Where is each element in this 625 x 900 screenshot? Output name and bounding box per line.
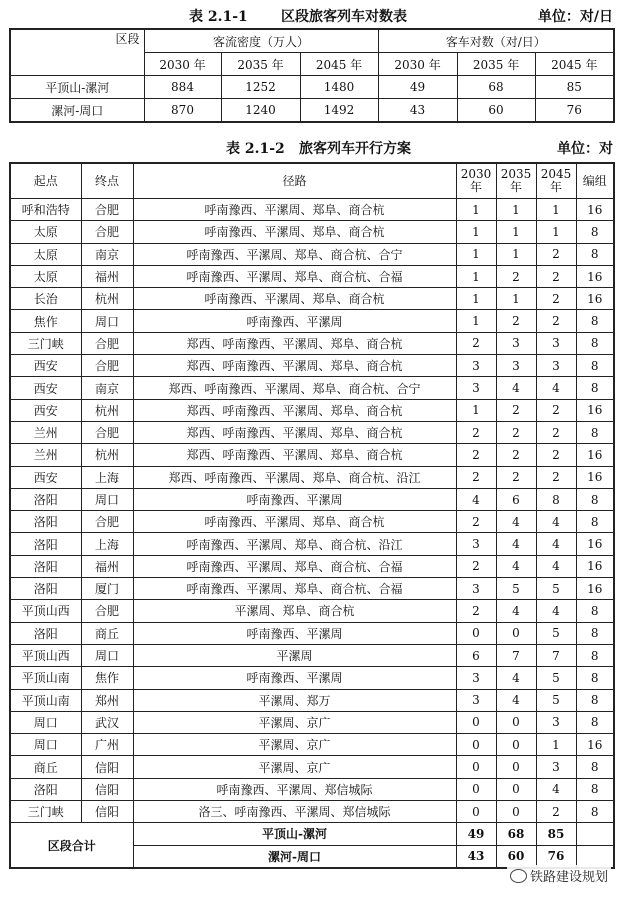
- formation-cell: 16: [576, 444, 614, 466]
- route-cell: 郑西、呼南豫西、平漯周、郑阜、商合杭、合宁: [133, 377, 456, 399]
- route-cell: 郑西、呼南豫西、平漯周、郑阜、商合杭、沿江: [133, 466, 456, 488]
- table-row: [10, 421, 614, 443]
- destination-cell: 焦作: [81, 667, 133, 689]
- table-row: [10, 488, 614, 510]
- table-row: [10, 221, 614, 243]
- value-2030-cell: 0: [456, 711, 496, 733]
- value-2030-cell: 0: [456, 756, 496, 778]
- year-header: 2035 年: [457, 53, 535, 76]
- value-cell: 1480: [300, 76, 378, 99]
- origin-cell: 周口: [10, 734, 81, 756]
- value-2030-cell: 1: [456, 265, 496, 287]
- value-2035-cell: 0: [496, 711, 536, 733]
- destination-cell: 商丘: [81, 622, 133, 644]
- value-cell: 1252: [221, 76, 300, 99]
- route-cell: 呼南豫西、平漯周、郑阜、商合杭、合福: [133, 578, 456, 600]
- value-2035-cell: 5: [496, 578, 536, 600]
- route-cell: 呼南豫西、平漯周、郑阜、商合杭: [133, 288, 456, 310]
- value-2045-cell: 3: [536, 332, 576, 354]
- value-2030-cell: 2: [456, 511, 496, 533]
- origin-cell: 兰州: [10, 421, 81, 443]
- table-row: [10, 355, 614, 377]
- formation-cell: 8: [576, 689, 614, 711]
- formation-cell: 8: [576, 243, 614, 265]
- year-header: 2030 年: [378, 53, 457, 76]
- destination-cell: 上海: [81, 466, 133, 488]
- table-row: [10, 466, 614, 488]
- formation-cell: 8: [576, 421, 614, 443]
- origin-cell: 长治: [10, 288, 81, 310]
- origin-cell: 洛阳: [10, 778, 81, 800]
- formation-cell: 8: [576, 332, 614, 354]
- year-2045-header: 2045 年: [536, 163, 576, 199]
- destination-cell: 福州: [81, 555, 133, 577]
- table1-title-row: [0, 6, 625, 28]
- value-2045-cell: 3: [536, 756, 576, 778]
- table-row: [10, 377, 614, 399]
- value-2035-cell: 4: [496, 555, 536, 577]
- formation-cell: 8: [576, 511, 614, 533]
- formation-cell: 16: [576, 265, 614, 287]
- formation-cell: 8: [576, 622, 614, 644]
- section-train-pairs-table: [9, 28, 615, 123]
- value-2030-cell: 3: [456, 533, 496, 555]
- value-2030-cell: 2: [456, 444, 496, 466]
- table2-title: 旅客列车开行方案: [299, 141, 411, 157]
- value-2045-cell: 8: [536, 488, 576, 510]
- total-value-cell: 76: [536, 845, 576, 868]
- value-2035-cell: 2: [496, 421, 536, 443]
- year-header: 2035 年: [221, 53, 300, 76]
- destination-cell: 福州: [81, 265, 133, 287]
- value-2035-cell: 2: [496, 466, 536, 488]
- value-2035-cell: 2: [496, 310, 536, 332]
- route-cell: 呼南豫西、平漯周: [133, 488, 456, 510]
- value-cell: 49: [378, 76, 457, 99]
- destination-cell: 广州: [81, 734, 133, 756]
- section-cell: 平顶山-漯河: [10, 76, 144, 99]
- value-2045-cell: 2: [536, 444, 576, 466]
- value-2030-cell: 2: [456, 600, 496, 622]
- value-2030-cell: 2: [456, 466, 496, 488]
- table-row: [10, 332, 614, 354]
- table-row: [10, 689, 614, 711]
- value-cell: 1492: [300, 99, 378, 123]
- formation-cell: 16: [576, 199, 614, 221]
- origin-cell: 洛阳: [10, 533, 81, 555]
- value-2045-cell: 7: [536, 644, 576, 666]
- section-cell: 漯河-周口: [10, 99, 144, 123]
- value-2045-cell: 2: [536, 243, 576, 265]
- origin-cell: 西安: [10, 466, 81, 488]
- watermark-text: 铁路建设规划: [529, 870, 608, 885]
- table2-unit: 单位：对: [557, 141, 613, 157]
- route-cell: 郑西、呼南豫西、平漯周、郑阜、商合杭: [133, 332, 456, 354]
- formation-cell: 8: [576, 756, 614, 778]
- table-row: [10, 76, 614, 99]
- origin-cell: 三门峡: [10, 332, 81, 354]
- train-operation-plan-table: [9, 162, 615, 869]
- value-2035-cell: 3: [496, 332, 536, 354]
- value-2035-cell: 1: [496, 243, 536, 265]
- origin-cell: 太原: [10, 243, 81, 265]
- value-2045-cell: 3: [536, 711, 576, 733]
- value-2030-cell: 2: [456, 421, 496, 443]
- destination-cell: 合肥: [81, 221, 133, 243]
- table-row: [10, 622, 614, 644]
- route-cell: 呼南豫西、平漯周、郑阜、商合杭: [133, 511, 456, 533]
- value-2030-cell: 0: [456, 801, 496, 823]
- value-2030-cell: 0: [456, 778, 496, 800]
- route-cell: 呼南豫西、平漯周: [133, 622, 456, 644]
- value-2035-cell: 4: [496, 667, 536, 689]
- table-row: [10, 99, 614, 123]
- value-2045-cell: 4: [536, 555, 576, 577]
- table2-title-row: [0, 138, 625, 160]
- destination-cell: 杭州: [81, 288, 133, 310]
- formation-cell: 8: [576, 778, 614, 800]
- formation-cell: 16: [576, 734, 614, 756]
- route-cell: 呼南豫西、平漯周、郑阜、商合杭、合福: [133, 265, 456, 287]
- table-row: [10, 265, 614, 287]
- formation-header: 编组: [576, 163, 614, 199]
- formation-cell: 8: [576, 377, 614, 399]
- origin-cell: 呼和浩特: [10, 199, 81, 221]
- route-cell: 呼南豫西、平漯周、郑阜、商合杭、合宁: [133, 243, 456, 265]
- formation-cell: 16: [576, 533, 614, 555]
- route-header: 径路: [133, 163, 456, 199]
- value-cell: 870: [144, 99, 221, 123]
- origin-cell: 太原: [10, 221, 81, 243]
- destination-cell: 厦门: [81, 578, 133, 600]
- value-2035-cell: 4: [496, 600, 536, 622]
- table-row: [10, 310, 614, 332]
- route-cell: 平漯周、京广: [133, 734, 456, 756]
- value-cell: 884: [144, 76, 221, 99]
- table-row: [10, 288, 614, 310]
- value-2030-cell: 3: [456, 667, 496, 689]
- value-2045-cell: 4: [536, 377, 576, 399]
- value-2045-cell: 4: [536, 511, 576, 533]
- origin-header: 起点: [10, 163, 81, 199]
- destination-cell: 合肥: [81, 600, 133, 622]
- year-2035-header: 2035 年: [496, 163, 536, 199]
- value-2030-cell: 1: [456, 288, 496, 310]
- origin-cell: 焦作: [10, 310, 81, 332]
- origin-cell: 洛阳: [10, 488, 81, 510]
- origin-cell: 周口: [10, 711, 81, 733]
- destination-cell: 合肥: [81, 421, 133, 443]
- value-2035-cell: 3: [496, 355, 536, 377]
- section-header: 区段: [10, 29, 144, 76]
- total-section-cell: 漯河-周口: [133, 845, 456, 868]
- route-cell: 呼南豫西、平漯周、郑阜、商合杭、沿江: [133, 533, 456, 555]
- total-row: [10, 823, 614, 845]
- value-2035-cell: 7: [496, 644, 536, 666]
- destination-cell: 上海: [81, 533, 133, 555]
- value-2045-cell: 5: [536, 667, 576, 689]
- origin-cell: 平顶山西: [10, 600, 81, 622]
- destination-cell: 郑州: [81, 689, 133, 711]
- table1-number: 表 2.1-1: [189, 9, 248, 25]
- table-row: [10, 578, 614, 600]
- destination-cell: 杭州: [81, 399, 133, 421]
- table1-unit: 单位：对/日: [537, 9, 613, 25]
- value-2045-cell: 2: [536, 421, 576, 443]
- value-2030-cell: 3: [456, 689, 496, 711]
- destination-cell: 合肥: [81, 511, 133, 533]
- year-header: 2030 年: [144, 53, 221, 76]
- value-2035-cell: 0: [496, 778, 536, 800]
- value-2030-cell: 2: [456, 332, 496, 354]
- table1-title: 区段旅客列车对数表: [281, 9, 407, 25]
- value-2035-cell: 4: [496, 533, 536, 555]
- year-2030-header: 2030 年: [456, 163, 496, 199]
- table-row: [10, 667, 614, 689]
- table-row: [10, 756, 614, 778]
- value-2045-cell: 2: [536, 265, 576, 287]
- route-cell: 郑西、呼南豫西、平漯周、郑阜、商合杭: [133, 355, 456, 377]
- route-cell: 呼南豫西、平漯周、郑阜、商合杭、合福: [133, 555, 456, 577]
- table-row: [10, 533, 614, 555]
- value-2035-cell: 0: [496, 801, 536, 823]
- table-row: [10, 243, 614, 265]
- year-header: 2045 年: [300, 53, 378, 76]
- table-row: [10, 778, 614, 800]
- value-2035-cell: 0: [496, 756, 536, 778]
- origin-cell: 洛阳: [10, 578, 81, 600]
- value-2045-cell: 4: [536, 778, 576, 800]
- formation-cell: 8: [576, 310, 614, 332]
- table-row: [10, 801, 614, 823]
- destination-cell: 南京: [81, 243, 133, 265]
- origin-cell: 平顶山南: [10, 667, 81, 689]
- value-2035-cell: 0: [496, 622, 536, 644]
- formation-cell: 8: [576, 488, 614, 510]
- formation-cell: 8: [576, 221, 614, 243]
- flow-density-header: 客流密度（万人）: [144, 29, 378, 53]
- value-2030-cell: 4: [456, 488, 496, 510]
- destination-cell: 南京: [81, 377, 133, 399]
- value-2035-cell: 2: [496, 399, 536, 421]
- origin-cell: 三门峡: [10, 801, 81, 823]
- total-value-cell: [576, 823, 614, 845]
- origin-cell: 洛阳: [10, 511, 81, 533]
- value-2045-cell: 1: [536, 199, 576, 221]
- route-cell: 呼南豫西、平漯周、郑阜、商合杭: [133, 221, 456, 243]
- value-2035-cell: 4: [496, 689, 536, 711]
- value-2035-cell: 1: [496, 288, 536, 310]
- formation-cell: 8: [576, 600, 614, 622]
- value-cell: 68: [457, 76, 535, 99]
- formation-cell: 16: [576, 288, 614, 310]
- total-section-cell: 平顶山-漯河: [133, 823, 456, 845]
- origin-cell: 西安: [10, 355, 81, 377]
- total-value-cell: 60: [496, 845, 536, 868]
- value-2045-cell: 2: [536, 399, 576, 421]
- origin-cell: 洛阳: [10, 555, 81, 577]
- value-2045-cell: 3: [536, 355, 576, 377]
- origin-cell: 洛阳: [10, 622, 81, 644]
- route-cell: 洛三、呼南豫西、平漯周、郑信城际: [133, 801, 456, 823]
- value-2045-cell: 2: [536, 288, 576, 310]
- table-row: [10, 600, 614, 622]
- origin-cell: 太原: [10, 265, 81, 287]
- destination-cell: 杭州: [81, 444, 133, 466]
- value-cell: 43: [378, 99, 457, 123]
- route-cell: 呼南豫西、平漯周、郑阜、商合杭: [133, 199, 456, 221]
- table-row: [10, 555, 614, 577]
- origin-cell: 平顶山西: [10, 644, 81, 666]
- header-row: [10, 163, 614, 199]
- destination-cell: 周口: [81, 488, 133, 510]
- destination-cell: 合肥: [81, 355, 133, 377]
- value-2035-cell: 0: [496, 734, 536, 756]
- origin-cell: 平顶山南: [10, 689, 81, 711]
- route-cell: 郑西、呼南豫西、平漯周、郑阜、商合杭: [133, 399, 456, 421]
- value-2045-cell: 1: [536, 221, 576, 243]
- destination-cell: 信阳: [81, 756, 133, 778]
- table-row: [10, 199, 614, 221]
- route-cell: 呼南豫西、平漯周: [133, 667, 456, 689]
- value-2045-cell: 5: [536, 622, 576, 644]
- value-2045-cell: 4: [536, 600, 576, 622]
- route-cell: 平漯周、郑万: [133, 689, 456, 711]
- formation-cell: 16: [576, 399, 614, 421]
- route-cell: 平漯周: [133, 644, 456, 666]
- total-label: 区段合计: [10, 823, 133, 868]
- value-2030-cell: 2: [456, 555, 496, 577]
- total-value-cell: 85: [536, 823, 576, 845]
- value-2035-cell: 2: [496, 265, 536, 287]
- value-2045-cell: 2: [536, 466, 576, 488]
- formation-cell: 16: [576, 555, 614, 577]
- route-cell: 郑西、呼南豫西、平漯周、郑阜、商合杭: [133, 421, 456, 443]
- value-cell: 76: [535, 99, 614, 123]
- destination-cell: 周口: [81, 310, 133, 332]
- value-2030-cell: 3: [456, 578, 496, 600]
- formation-cell: 8: [576, 801, 614, 823]
- value-2045-cell: 4: [536, 533, 576, 555]
- value-2035-cell: 6: [496, 488, 536, 510]
- table-row: [10, 444, 614, 466]
- watermark: [507, 865, 611, 886]
- value-2030-cell: 6: [456, 644, 496, 666]
- route-cell: 平漯周、京广: [133, 711, 456, 733]
- train-pairs-header: 客车对数（对/日）: [378, 29, 614, 53]
- value-2030-cell: 1: [456, 399, 496, 421]
- value-2030-cell: 3: [456, 355, 496, 377]
- origin-cell: 西安: [10, 399, 81, 421]
- value-2030-cell: 1: [456, 221, 496, 243]
- value-2045-cell: 5: [536, 689, 576, 711]
- formation-cell: 16: [576, 578, 614, 600]
- route-cell: 平漯周、京广: [133, 756, 456, 778]
- value-cell: 85: [535, 76, 614, 99]
- table-row: [10, 644, 614, 666]
- formation-cell: 8: [576, 667, 614, 689]
- year-header: 2045 年: [535, 53, 614, 76]
- total-value-cell: 49: [456, 823, 496, 845]
- formation-cell: 8: [576, 644, 614, 666]
- destination-cell: 信阳: [81, 778, 133, 800]
- destination-cell: 周口: [81, 644, 133, 666]
- total-value-cell: 43: [456, 845, 496, 868]
- value-cell: 1240: [221, 99, 300, 123]
- wechat-icon: [510, 869, 527, 883]
- value-2030-cell: 1: [456, 199, 496, 221]
- value-2030-cell: 1: [456, 243, 496, 265]
- route-cell: 郑西、呼南豫西、平漯周、郑阜、商合杭: [133, 444, 456, 466]
- destination-cell: 信阳: [81, 801, 133, 823]
- value-2035-cell: 4: [496, 511, 536, 533]
- table2-number: 表 2.1-2: [226, 141, 285, 157]
- value-2045-cell: 2: [536, 801, 576, 823]
- formation-cell: 8: [576, 355, 614, 377]
- table-row: [10, 711, 614, 733]
- formation-cell: 16: [576, 466, 614, 488]
- value-2035-cell: 1: [496, 221, 536, 243]
- value-2045-cell: 5: [536, 578, 576, 600]
- value-2035-cell: 1: [496, 199, 536, 221]
- route-cell: 平漯周、郑阜、商合杭: [133, 600, 456, 622]
- destination-cell: 合肥: [81, 199, 133, 221]
- value-cell: 60: [457, 99, 535, 123]
- route-cell: 呼南豫西、平漯周、郑信城际: [133, 778, 456, 800]
- value-2030-cell: 3: [456, 377, 496, 399]
- destination-cell: 武汉: [81, 711, 133, 733]
- origin-cell: 西安: [10, 377, 81, 399]
- destination-header: 终点: [81, 163, 133, 199]
- value-2035-cell: 2: [496, 444, 536, 466]
- formation-cell: 8: [576, 711, 614, 733]
- value-2030-cell: 1: [456, 310, 496, 332]
- origin-cell: 兰州: [10, 444, 81, 466]
- value-2045-cell: 1: [536, 734, 576, 756]
- destination-cell: 合肥: [81, 332, 133, 354]
- table-row: [10, 399, 614, 421]
- value-2045-cell: 2: [536, 310, 576, 332]
- value-2030-cell: 0: [456, 622, 496, 644]
- route-cell: 呼南豫西、平漯周: [133, 310, 456, 332]
- total-value-cell: 68: [496, 823, 536, 845]
- table-row: [10, 511, 614, 533]
- origin-cell: 商丘: [10, 756, 81, 778]
- value-2030-cell: 0: [456, 734, 496, 756]
- value-2035-cell: 4: [496, 377, 536, 399]
- table-row: [10, 734, 614, 756]
